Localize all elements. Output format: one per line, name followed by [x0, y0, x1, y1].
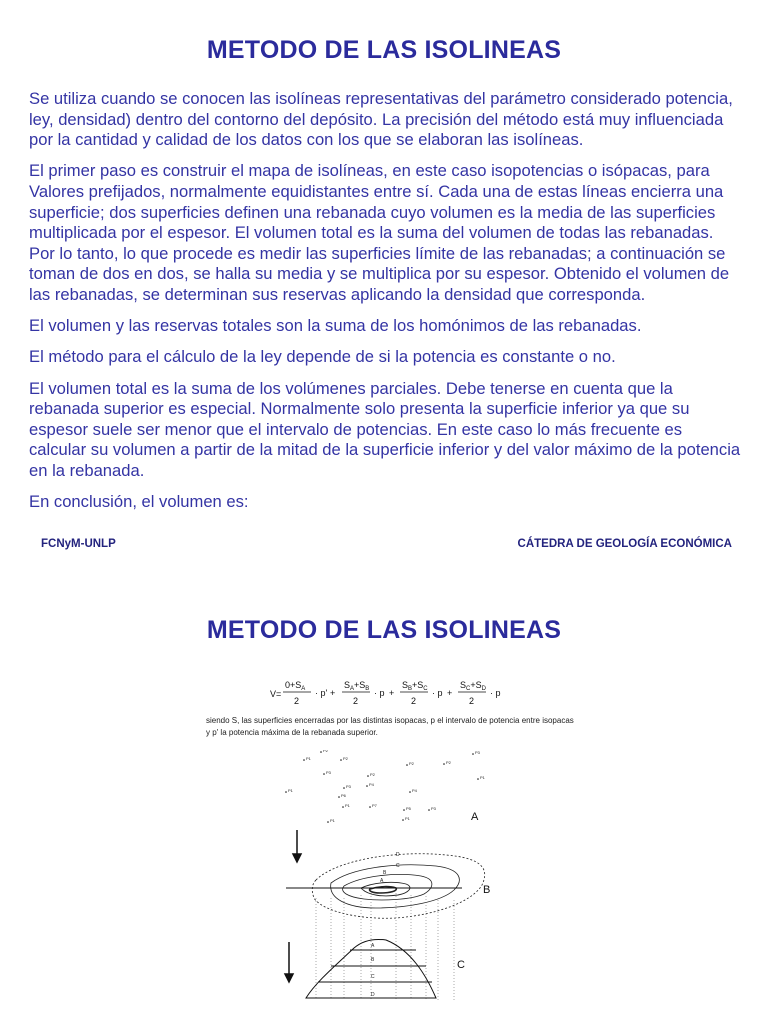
sample-point — [472, 753, 474, 755]
sample-point-label: P4 — [369, 782, 374, 787]
sample-point-label: P3 — [326, 770, 331, 775]
slice-labels — [371, 943, 375, 998]
sample-point-label: P5 — [406, 806, 411, 811]
formula-plus: + — [447, 688, 453, 698]
sample-point — [428, 809, 430, 811]
sample-point — [342, 806, 344, 808]
formula-factor: · p — [374, 688, 385, 698]
formula-denominator: 2 — [294, 696, 300, 706]
sample-point-label: P6 — [341, 793, 346, 798]
sample-point — [369, 806, 371, 808]
formula-term-2 — [342, 680, 394, 706]
slide-1-title: METODO DE LAS ISOLINEAS — [206, 36, 562, 64]
formula-factor: · p — [490, 688, 501, 698]
paragraph-4: El método para el cálculo de la ley depende de si la potencia es constante o no. — [29, 347, 616, 367]
figure-label-c: C — [457, 959, 465, 971]
paragraph-6: En conclusión, el volumen es: — [29, 492, 249, 512]
formula-plus: + — [330, 688, 336, 698]
formula-numerator: $S_B+S_C$ — [402, 680, 428, 692]
sample-point-label: P1 — [306, 756, 311, 761]
sample-point-label: P2 — [343, 756, 348, 761]
slide-2-title: METODO DE LAS ISOLINEAS — [206, 616, 562, 644]
sample-point — [340, 759, 342, 761]
isoline-figure — [276, 750, 506, 1024]
sample-point-label: P1 — [480, 775, 485, 780]
contour-label: C — [396, 863, 400, 869]
formula-plus: + — [389, 688, 395, 698]
sample-point-label: P4 — [412, 788, 417, 793]
sample-point-label: P1 — [288, 788, 293, 793]
sample-point — [406, 764, 408, 766]
formula-terms — [283, 680, 501, 706]
sample-point — [366, 785, 368, 787]
sample-point — [285, 791, 287, 793]
projection-lines — [316, 893, 454, 1000]
sample-point — [320, 751, 322, 753]
paragraph-2: El primer paso es construir el mapa de isolíneas, en este caso isopotencias o isópacas, para Valores prefijados, normalmente equidistantes entre sí. Cada una de estas líneas encierra una superficie; dos superficies definen una rebanada cuyo volumen es la media de las superficies multiplicada por el espesor. El volumen total es la suma del volumen de todas las rebanadas. Por lo tanto, lo que procede es medir las superficies límite de las rebanadas; a continuación se toman de dos en dos, se halla su media y se multiplica por su espesor. Obtenido el volumen de las rebanadas, se determinan sus reservas aplicando la densidad que corresponda. — [29, 161, 730, 304]
sample-point-label: P1 — [345, 803, 350, 808]
sample-point — [327, 821, 329, 823]
paragraph-1: Se utiliza cuando se conocen las isolíneas representativas del parámetro considerado potencia, ley, densidad) dentro del contorno del depósito. La precisión del método está muy influenciada por la cantidad y calidad de los datos con los que se elaboran las isolíneas. — [29, 89, 733, 150]
figure-label-b: B — [483, 884, 491, 896]
caption-line-2: y p' la potencia máxima de la rebanada superior. — [206, 728, 378, 737]
sample-point — [443, 763, 445, 765]
footer-left: FCNyM-UNLP — [41, 538, 116, 550]
slice-label: D — [371, 992, 375, 998]
formula-term-3 — [400, 680, 452, 706]
sample-point-label: P1 — [405, 816, 410, 821]
caption-line-1: siendo S, las superficies encerradas por las distintas isopacas, p el intervalo de potencia entre isopacas — [206, 716, 574, 725]
formula-lhs: V= — [270, 689, 282, 699]
down-arrow-2 — [285, 942, 293, 982]
contour-label: B — [383, 870, 387, 876]
contour-map — [286, 854, 485, 919]
formula-factor: · p' — [315, 688, 328, 698]
formula-numerator: $0+S_A$ — [285, 680, 306, 692]
sample-point-label: P2 — [409, 761, 414, 766]
formula-caption — [206, 715, 586, 739]
contour-label: A — [380, 878, 384, 884]
sample-point-label: P2 — [323, 750, 328, 753]
sample-point-label: P3 — [431, 806, 436, 811]
down-arrow-1 — [293, 830, 301, 862]
slide-1-body — [29, 89, 741, 523]
formula-numerator: $S_A+S_B$ — [344, 680, 370, 692]
sample-points — [285, 750, 485, 823]
formula-factor: · p — [432, 688, 443, 698]
formula-numerator: $S_C+S_D$ — [460, 680, 486, 692]
sample-point-label: P2 — [446, 760, 451, 765]
sample-point — [338, 796, 340, 798]
sample-point — [409, 791, 411, 793]
footer-right: CÁTEDRA DE GEOLOGÍA ECONÓMICA — [517, 538, 732, 550]
slide-2 — [0, 580, 768, 1024]
paragraph-5: El volumen total es la suma de los volúmenes parciales. Debe tenerse en cuenta que la rebanada superior es especial. Normalmente solo presenta la superficie inferior ya que su espesor suele ser menor que el intervalo de potencias. En este caso lo más frecuente es calcular su volumen a partir de la mitad de la superficie inferior y del valor máximo de la potencia en la rebanada. — [29, 378, 741, 480]
sample-point — [403, 809, 405, 811]
formula-term-1 — [283, 680, 335, 706]
sample-point — [402, 819, 404, 821]
slice-label: B — [371, 957, 375, 963]
formula-denominator: 2 — [411, 696, 417, 706]
volume-formula — [260, 676, 520, 710]
formula-denominator: 2 — [469, 696, 475, 706]
slice-label: C — [371, 974, 375, 980]
sample-point-label: P7 — [372, 803, 377, 808]
sample-point-label: P3 — [475, 750, 480, 755]
sample-point — [477, 778, 479, 780]
sample-point-label: P2 — [370, 772, 375, 777]
contour-label: D — [396, 852, 400, 858]
sample-point — [343, 787, 345, 789]
sample-point — [367, 775, 369, 777]
contour-labels — [380, 852, 400, 884]
formula-denominator: 2 — [353, 696, 359, 706]
sample-point-label: P3 — [346, 784, 351, 789]
sample-point-label: P1 — [330, 818, 335, 823]
sample-point — [303, 759, 305, 761]
slice-label: A — [371, 943, 375, 949]
sample-point — [323, 773, 325, 775]
figure-label-a: A — [471, 811, 479, 823]
formula-term-4 — [458, 680, 501, 706]
paragraph-3: El volumen y las reservas totales son la suma de los homónimos de las rebanadas. — [29, 316, 642, 336]
